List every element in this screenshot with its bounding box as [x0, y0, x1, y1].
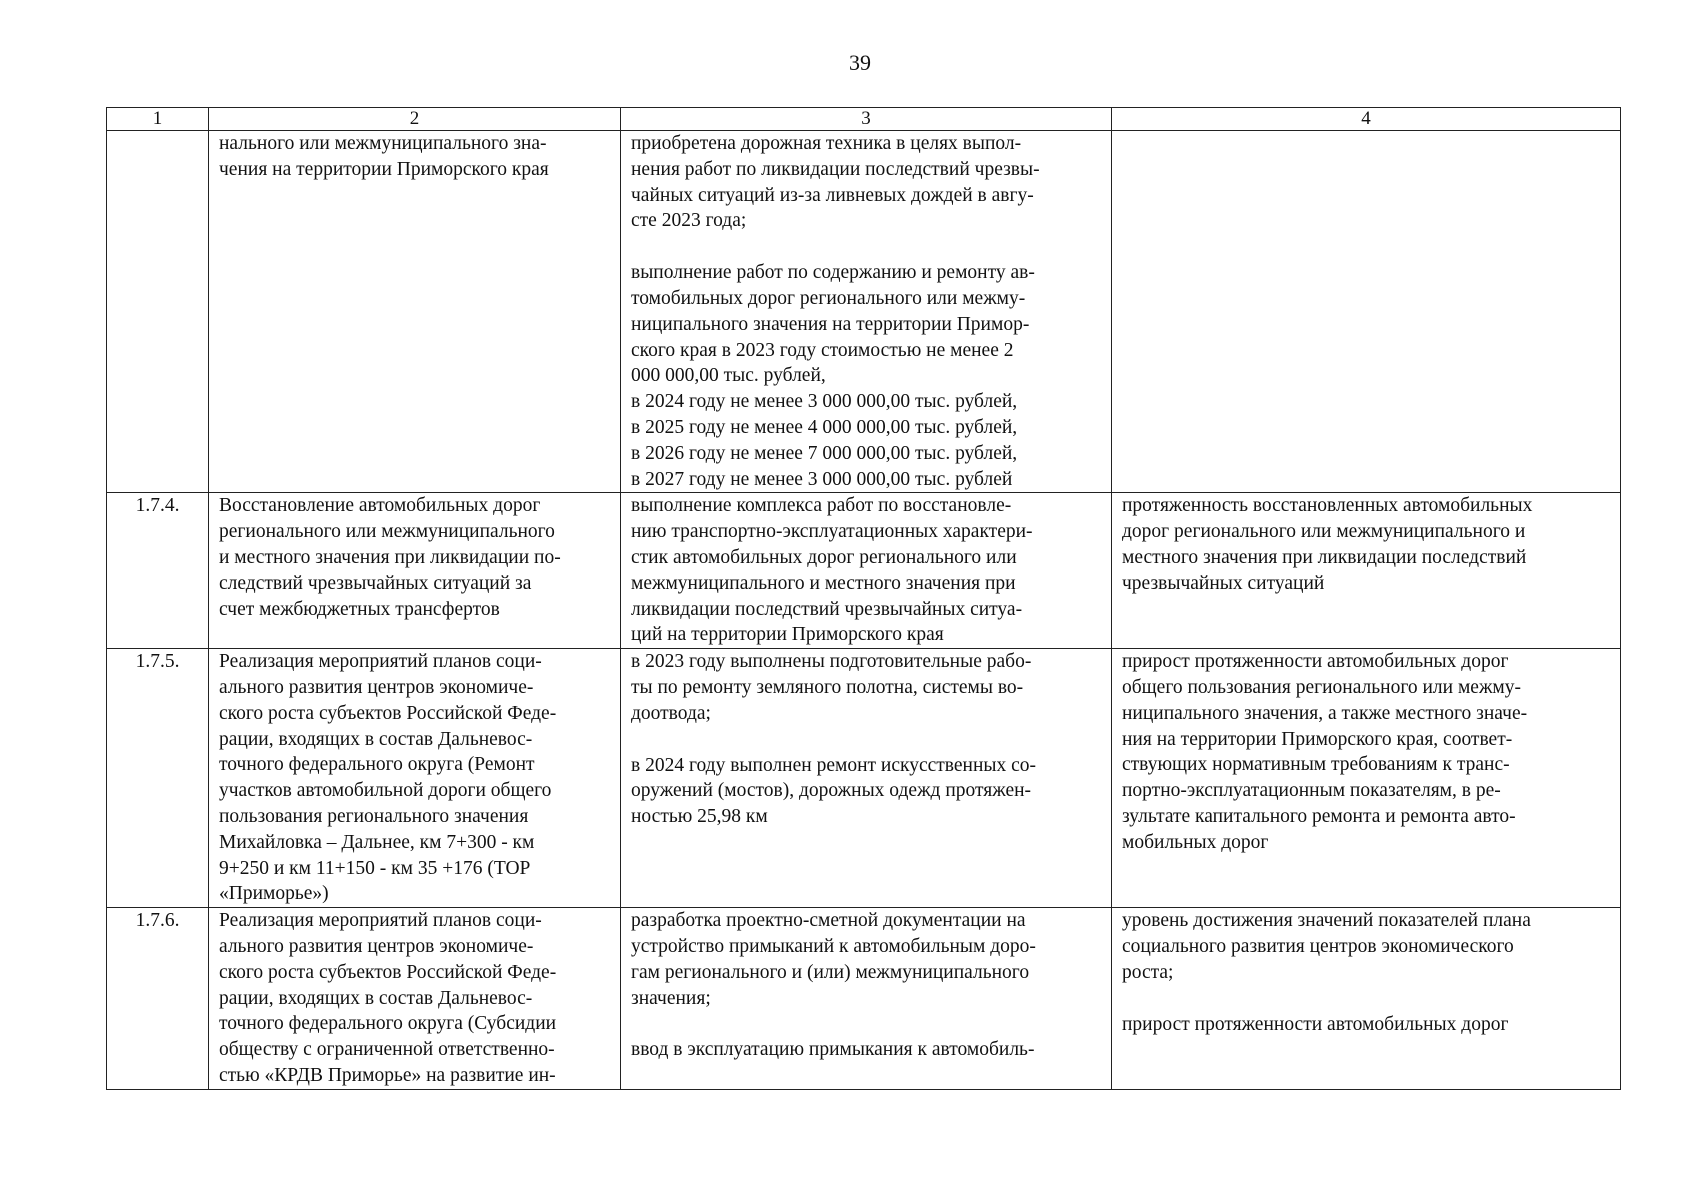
indicators — [1112, 493, 1621, 649]
indicator-paragraph: прирост протяженности автомобильных дорог общего пользования регионального или межму- ниципального значения, а также местного значе- ния на территории Приморского края, соответ- ствующих нормативным требованиям к транс- портно-эксплуатационным показателям, в ре- зультате капитального ремонта и ремонта авто- мобильных дорог — [1122, 651, 1528, 853]
row-number: 1.7.5. — [107, 649, 209, 908]
measure-name — [209, 649, 621, 908]
row-number: 1.7.4. — [107, 493, 209, 649]
measure-name-text: Реализация мероприятий планов соци- ального развития центров экономиче- ского роста субъектов Российской Феде- рации, входящих в состав Дальневос- точного федерального округа (Ремонт участков автомобильной дороги общего пользования регионального значения Михайловка – Дальнее, км 7+300 - км 9+250 и км 11+150 - км 35 +176 (ТОР «Приморье») — [219, 651, 557, 905]
table-row — [107, 131, 1621, 493]
measure-name-text: Восстановление автомобильных дорог регионального или межмуниципального и местного значения при ликвидации по- следствий чрезвычайных ситуаций за счет межбюджетных трансфертов — [219, 495, 561, 620]
measure-name — [209, 908, 621, 1090]
row-number — [107, 131, 209, 493]
result-paragraph: в 2024 году выполнен ремонт искусственных со- оружений (мостов), дорожных одежд протяжен- ностью 25,98 км — [631, 754, 1037, 828]
measure-name-text: Реализация мероприятий планов соци- ального развития центров экономиче- ского роста субъектов Российской Феде- рации, входящих в состав Дальневос- точного федерального округа (Субсидии обществу с ограниченной ответственно- стью «КРДВ Приморье» на развитие ин- — [219, 910, 557, 1086]
result-paragraph: выполнение комплекса работ по восстановле- нию транспортно-эксплуатационных характери- стик автомобильных дорог регионального или межмуниципального и местного значения при ликвидации последствий чрезвычайных ситуа- ций на территории Приморского края — [631, 495, 1033, 646]
result-paragraph: приобретена дорожная техника в целях выпол- нения работ по ликвидации последствий чрезвы- чайных ситуаций из-за ливневых дождей в авгу- сте 2023 года; — [631, 133, 1040, 232]
result-paragraph: выполнение работ по содержанию и ремонту ав- томобильных дорог регионального или межму- ниципального значения на территории Примор- ского края в 2023 году стоимостью не менее 2 000 000,00 тыс. рублей, в 2024 году не менее 3 000 000,00 тыс. рублей, в 2025 году не менее 4 000 000,00 тыс. рублей, в 2026 году не менее 7 000 000,00 тыс. рублей, в 2027 году не менее 3 000 000,00 тыс. рублей — [631, 262, 1035, 490]
indicator-paragraph: прирост протяженности автомобильных дорог — [1122, 1013, 1509, 1035]
result-paragraph: ввод в эксплуатацию примыкания к автомобиль- — [631, 1039, 1035, 1061]
expected-results — [621, 493, 1112, 649]
page-number: 39 — [849, 50, 871, 75]
expected-results — [621, 131, 1112, 493]
column-header-1: 1 — [107, 108, 209, 131]
expected-results — [621, 649, 1112, 908]
indicator-paragraph: протяженность восстановленных автомобильных дорог регионального или межмуниципального и местного значения при ликвидации последствий чрезвычайных ситуаций — [1122, 495, 1533, 594]
measure-name-text: нального или межмуниципального зна- чения на территории Приморского края — [219, 133, 549, 180]
column-header-3: 3 — [621, 108, 1112, 131]
indicators — [1112, 131, 1621, 493]
result-paragraph: разработка проектно-сметной документации на устройство примыканий к автомобильным доро- гам регионального и (или) межмуниципального значения; — [631, 910, 1036, 1009]
table-row — [107, 493, 1621, 649]
expected-results — [621, 908, 1112, 1090]
row-number: 1.7.6. — [107, 908, 209, 1090]
paragraph-gap — [631, 1011, 1103, 1037]
measures-table — [106, 107, 1621, 1090]
indicators — [1112, 649, 1621, 908]
column-header-4: 4 — [1112, 108, 1621, 131]
result-paragraph: в 2023 году выполнены подготовительные рабо- ты по ремонту земляного полотна, системы во- доотвода; — [631, 651, 1032, 724]
paragraph-gap — [631, 727, 1103, 753]
table-header-row — [107, 108, 1621, 131]
table-row — [107, 908, 1621, 1090]
measure-name — [209, 493, 621, 649]
paragraph-gap — [1122, 986, 1612, 1012]
paragraph-gap — [631, 234, 1103, 260]
measure-name — [209, 131, 621, 493]
column-header-2: 2 — [209, 108, 621, 131]
table-row — [107, 649, 1621, 908]
indicator-paragraph: уровень достижения значений показателей плана социального развития центров экономического роста; — [1122, 910, 1531, 983]
indicators — [1112, 908, 1621, 1090]
